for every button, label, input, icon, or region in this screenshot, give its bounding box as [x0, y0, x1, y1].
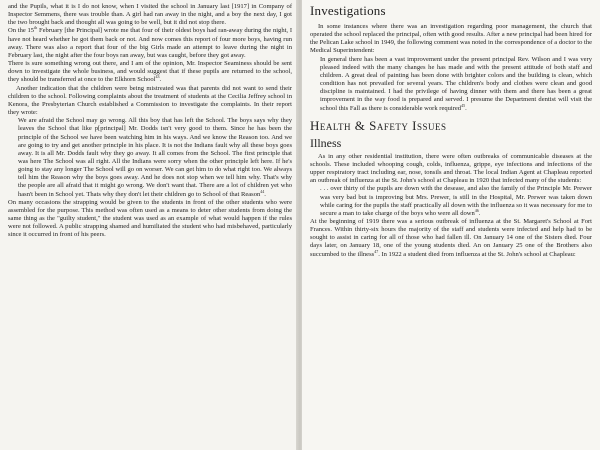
superscript: th [34, 25, 38, 31]
footnote-ref: 44 [260, 188, 265, 194]
block-quote: . . . over thirty of the pupils are down with the desease, and also the family of the Principle Mr. Prewer was very bad but is improving but Mrs. Prewer, is still in the Hospital, Mr. Prewer was taken down while caring for the pupils the staff practically all down with the influenza so it was necessary for me to secure a man to take charge of the boys who were all down$^{46}$. [320, 185, 592, 217]
block-quote: In general there has been a vast improvement under the present principal Rev. Wilson and I was very pleased indeed with the many changes he has made and with the present attitude of both staff and children. A great deal of painting has been done with brighter colors and the building is clean, which condition has not prevailed for several years. The children's body and clothes were clean and good discipline is maintained. I had the privilege of having dinner with them and there has been a great improvement in the way food is prepared and served. I presume the Department dentist will visit the school this Fall as there is considerable work required$^{45}$. [320, 55, 592, 112]
subsection-heading-illness: Illness [310, 135, 342, 150]
paragraph: At the beginning of 1919 there was a serious outbreak of influenza at the St. Margaret's School at Fort Frances. Within thirty-six hours the majority of the staff and students were infected and help had to be sought to assist in caring for all of those who had fallen ill. On January 14 one of the Sisters died. Four days later, on January 18, one of the young students died. An on January 25 one of the Brothers also succumbed to the illness$^{47}$. In 1922 a student died from influenza at the St. John's school at Chapleau: [310, 217, 592, 258]
paragraph: Another indication that the children were being mistreated was that parents did not want to send their children to the school. Following complaints about the treatment of students at the Cecilia Jeffrey school in Kenora, the Presbyterian Church established a Commission to investigate the complaints. In their report they wrote: [8, 84, 292, 117]
right-page [302, 0, 600, 450]
paragraph: In some instances where there was an investigation regarding poor management, the church that operated the school replaced the principal, often with good results. After a new principal had been hired for the Pelican Lake school in 1949, the following comment was noted in the correspondence of a doctor to the Medical Superintendent: [310, 23, 592, 55]
paragraph: As in any other residential institution, there were often outbreaks of communicable diseases at the schools. These included whooping cough, colds, influenza, grippe, eye infections and infections of the upper respiratory tract including ear, nose, tonsils and throat. The local Indian Agent at Chapleau reported an outbreak of influenza at the St. John's school at Chapleau in 1920 that infected many of the students: [310, 152, 592, 185]
section-heading-health-safety: Health & Safety Issues [310, 117, 447, 133]
block-quote: We are afraid the School may go wrong. All this boy that has left the School. The boys says why they leaves the School that like p[principal] Mr. Dodds isn't very good to them. Since he has been the principle of the School we have been watching him in his ways. And we know the Reason too. And we are going to try and get another principle in his place. It is not the Indians fault why all these boys goes away. It is all Mr. Dodds fault why they go away. It all comes from the School. The first principle that was here The School was all right. All the Indians were sorry when the other principle left here. If he's going to stay any longer The School will go on worser. We can get him to do what right too. We always tell him the Reason why the boys goes away. And he does not stop when we tell him why. That's why the people are all afraid that it might go wrong. We don't want that. There are a lot of children yet who hasn't been in School yet. Thats why they don't let their children go to School of that Reason$^{44}$. [18, 117, 292, 198]
paragraph: There is sure something wrong out there, and I am of the opinion, Mr. Inspector Seaminess should be sent down to investigate the whole business, and would suggest that if these pupils are returned to the school, they should be transferred at once to the Elkhorn School$^{43}$. [8, 60, 292, 84]
footnote-ref: 46 [474, 207, 479, 213]
paragraph: and the Pupils, what it is I do not know, when I visited the school in January last [1917] in Company of Inspector Semmens, there was trouble than. A girl had ran away in the night, and a boy the next day, I got the two brought back and thought all was going to be well, but it did not stop there. [8, 3, 292, 27]
footnote-ref: 47 [374, 248, 379, 254]
left-page [0, 0, 298, 450]
footnote-ref: 43 [155, 74, 160, 80]
footnote-ref: 45 [461, 102, 466, 108]
paragraph: On many occasions the strapping would be given to the students in front of the other students who were assembled for the purpose. This method was often used as a means to deter other students from doing the same thing as the "guilty student," the student was used as an example of what would happen if the rules were not followed. A public strapping shamed and humiliated the student who had misbehaved, particularly since it occurred in front of his peers. [8, 198, 292, 239]
paragraph: On the 15th February [the Principal] wrote me that four of their oldest boys had ran-away during the night, I have not heard whether he got them back or not. And now comes this report of four more boys, having run away. There was also a report that four of the big Girls made an attempt to leave during the night in February last, the night after the four boys ran away, but was caught, before they got away. [8, 25, 292, 59]
section-heading-investigations: Investigations [310, 3, 386, 18]
